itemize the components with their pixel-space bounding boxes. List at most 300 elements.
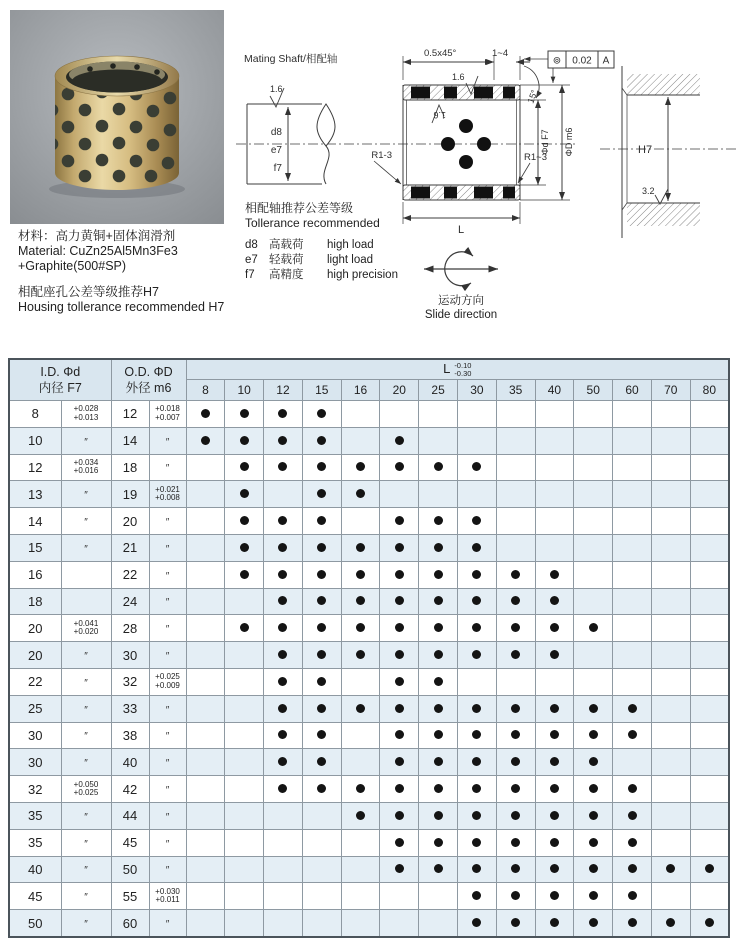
availability-dot: [317, 489, 326, 498]
id-cell: 32: [9, 776, 61, 803]
length-cell: [341, 454, 380, 481]
availability-dot: [628, 864, 637, 873]
length-cell: [535, 481, 574, 508]
length-cell: [419, 856, 458, 883]
length-cell: [225, 668, 264, 695]
length-cell: [341, 722, 380, 749]
surface-finish-icon: [655, 189, 668, 204]
availability-dot: [628, 704, 637, 713]
length-cell: [690, 776, 729, 803]
availability-dot: [511, 891, 520, 900]
availability-dot: [589, 784, 598, 793]
length-cell: [574, 668, 613, 695]
length-cell: [419, 561, 458, 588]
length-cell: [613, 401, 652, 428]
length-cell: [496, 481, 535, 508]
availability-dot: [472, 516, 481, 525]
material-cn: 材料：高力黄铜+固体润滑剂: [18, 229, 176, 243]
length-cell: [651, 802, 690, 829]
availability-dot: [317, 677, 326, 686]
availability-dot: [395, 811, 404, 820]
availability-dot: [395, 838, 404, 847]
length-cell: [419, 776, 458, 803]
table-row: [9, 856, 729, 883]
id-cell: 22: [9, 668, 61, 695]
availability-dot: [511, 784, 520, 793]
id-cell: 18: [9, 588, 61, 615]
length-cell: [341, 481, 380, 508]
availability-dot: [589, 757, 598, 766]
availability-dot: [589, 918, 598, 927]
availability-dot: [434, 757, 443, 766]
length-col-header: 70: [651, 380, 690, 401]
length-cell: [264, 749, 303, 776]
length-cell: [574, 588, 613, 615]
length-cell: [186, 588, 225, 615]
length-cell: [496, 776, 535, 803]
length-cell: [341, 749, 380, 776]
availability-dot: [356, 811, 365, 820]
length-cell: [574, 883, 613, 910]
od-tol-cell: ″: [149, 561, 186, 588]
length-cell: [457, 695, 496, 722]
length-cell: [613, 776, 652, 803]
length-cell: [302, 776, 341, 803]
roughness-inner: 1.6: [433, 110, 446, 120]
length-cell: [574, 910, 613, 937]
length-cell: [225, 427, 264, 454]
length-cell: [341, 615, 380, 642]
length-cell: [380, 883, 419, 910]
length-cell: [302, 749, 341, 776]
length-cell: [186, 401, 225, 428]
length-cell: [535, 883, 574, 910]
length-cell: [457, 454, 496, 481]
id-tol-cell: ″: [61, 910, 111, 937]
length-cell: [535, 856, 574, 883]
id-tol-cell: ″: [61, 883, 111, 910]
od-cell: 18: [111, 454, 149, 481]
length-cell: [535, 588, 574, 615]
od-tol-cell: ″: [149, 508, 186, 535]
table-row: [9, 481, 729, 508]
length-cell: [690, 642, 729, 669]
availability-dot: [278, 570, 287, 579]
availability-dot: [395, 462, 404, 471]
od-cell: 32: [111, 668, 149, 695]
availability-dot: [317, 543, 326, 552]
length-cell: [457, 883, 496, 910]
availability-dot: [628, 918, 637, 927]
length-cell: [690, 910, 729, 937]
id-cell: 50: [9, 910, 61, 937]
grade-code: e7: [245, 254, 258, 266]
length-cell: [457, 776, 496, 803]
length-cell: [496, 615, 535, 642]
length-cell: [457, 910, 496, 937]
od-header: [111, 359, 186, 401]
length-cell: [186, 427, 225, 454]
housing-roughness: 3.2: [642, 186, 655, 196]
availability-dot: [317, 596, 326, 605]
length-cell: [574, 802, 613, 829]
od-cell: 14: [111, 427, 149, 454]
length-cell: [496, 749, 535, 776]
availability-dot: [278, 650, 287, 659]
availability-dot: [550, 730, 559, 739]
od-tol-cell: ″: [149, 615, 186, 642]
availability-dot: [589, 704, 598, 713]
availability-dot: [395, 730, 404, 739]
length-cell: [302, 615, 341, 642]
length-cell: [535, 401, 574, 428]
length-cell: [574, 481, 613, 508]
size-table: [8, 358, 730, 938]
table-row: [9, 802, 729, 829]
shaft-dim-f7: f7: [273, 163, 282, 174]
id-tol-cell: +0.034 +0.016: [61, 454, 111, 481]
length-col-header: 12: [264, 380, 303, 401]
length-cell: [225, 722, 264, 749]
availability-dot: [278, 757, 287, 766]
length-cell: [264, 802, 303, 829]
availability-dot: [395, 650, 404, 659]
availability-dot: [550, 838, 559, 847]
length-cell: [264, 508, 303, 535]
length-tol-upper: -0.10: [454, 360, 472, 370]
length-cell: [341, 910, 380, 937]
length-cell: [264, 534, 303, 561]
availability-dot: [317, 757, 326, 766]
availability-dot: [434, 462, 443, 471]
length-cell: [380, 668, 419, 695]
id-cell: 35: [9, 802, 61, 829]
od-cell: 22: [111, 561, 149, 588]
od-cell: 40: [111, 749, 149, 776]
availability-dot: [278, 516, 287, 525]
table-row: [9, 829, 729, 856]
availability-dot: [434, 704, 443, 713]
table-row: [9, 776, 729, 803]
availability-dot: [395, 543, 404, 552]
length-cell: [457, 829, 496, 856]
length-cell: [496, 534, 535, 561]
availability-dot: [511, 757, 520, 766]
od-tol-cell: ″: [149, 588, 186, 615]
availability-dot: [472, 730, 481, 739]
length-cell: [225, 695, 264, 722]
availability-dot: [550, 757, 559, 766]
availability-dot: [356, 543, 365, 552]
radius-left-label: R1-3: [371, 150, 392, 161]
length-cell: [341, 668, 380, 695]
length-cell: [574, 776, 613, 803]
length-cell: [419, 910, 458, 937]
length-cell: [535, 695, 574, 722]
availability-dot: [278, 784, 287, 793]
length-cell: [496, 427, 535, 454]
length-cell: [613, 427, 652, 454]
availability-dot: [628, 730, 637, 739]
length-cell: [419, 802, 458, 829]
material-block: [18, 229, 224, 315]
length-cell: [574, 642, 613, 669]
length-cell: [302, 481, 341, 508]
length-cell: [651, 668, 690, 695]
length-cell: [457, 642, 496, 669]
length-cell: [613, 910, 652, 937]
id-tol-cell: ″: [61, 856, 111, 883]
length-col-header: 8: [186, 380, 225, 401]
availability-dot: [240, 623, 249, 632]
length-cell: [690, 534, 729, 561]
grade-cn: 高载荷: [269, 239, 304, 251]
length-cell: [264, 615, 303, 642]
length-cell: [302, 454, 341, 481]
od-cell: 12: [111, 401, 149, 428]
availability-dot: [395, 596, 404, 605]
availability-dot: [317, 436, 326, 445]
availability-dot: [550, 811, 559, 820]
length-cell: [341, 695, 380, 722]
length-dim-label: L: [457, 224, 465, 236]
length-cell: [535, 802, 574, 829]
table-row: [9, 910, 729, 937]
length-cell: [496, 508, 535, 535]
length-cell: [225, 454, 264, 481]
housing-drawing: [600, 66, 737, 238]
availability-dot: [511, 650, 520, 659]
od-cell: 28: [111, 615, 149, 642]
availability-dot: [240, 436, 249, 445]
length-cell: [225, 883, 264, 910]
od-cell: 55: [111, 883, 149, 910]
length-cell: [651, 749, 690, 776]
size-table-body: [9, 401, 729, 937]
gdt-datum: A: [602, 55, 610, 67]
length-cell: [496, 588, 535, 615]
id-cell: 40: [9, 856, 61, 883]
length-cell: [496, 856, 535, 883]
length-cell: [690, 454, 729, 481]
length-cell: [419, 695, 458, 722]
od-tol-cell: +0.018 +0.007: [149, 401, 186, 428]
availability-dot: [472, 650, 481, 659]
length-cell: [535, 722, 574, 749]
grade-en: light load: [327, 254, 374, 266]
od-cell: 42: [111, 776, 149, 803]
length-cell: [186, 749, 225, 776]
id-cell: 10: [9, 427, 61, 454]
grade-code: d8: [245, 239, 258, 251]
availability-dot: [317, 730, 326, 739]
availability-dot: [550, 570, 559, 579]
length-cell: [225, 749, 264, 776]
availability-dot: [395, 864, 404, 873]
length-cell: [613, 829, 652, 856]
table-row: [9, 561, 729, 588]
od-tol-cell: ″: [149, 427, 186, 454]
length-cell: [186, 508, 225, 535]
length-cell: [341, 829, 380, 856]
length-cell: [186, 776, 225, 803]
length-cell: [651, 829, 690, 856]
grade-row: [245, 268, 398, 283]
length-cell: [457, 561, 496, 588]
table-row: [9, 695, 729, 722]
shaft-dim-d8: d8: [270, 127, 282, 138]
length-col-header: 20: [380, 380, 419, 401]
availability-dot: [511, 918, 520, 927]
length-col-header: 15: [302, 380, 341, 401]
length-cell: [264, 454, 303, 481]
length-cell: [264, 722, 303, 749]
length-cell: [535, 642, 574, 669]
availability-dot: [434, 596, 443, 605]
length-cell: [690, 829, 729, 856]
availability-dot: [511, 838, 520, 847]
length-cell: [341, 856, 380, 883]
length-cell: [419, 722, 458, 749]
length-cell: [613, 668, 652, 695]
id-tol-cell: +0.050 +0.025: [61, 776, 111, 803]
length-cell: [264, 427, 303, 454]
length-cell: [651, 776, 690, 803]
shaft-title: Mating Shaft/相配轴: [244, 53, 338, 65]
length-cell: [380, 588, 419, 615]
length-cell: [574, 454, 613, 481]
length-cell: [496, 642, 535, 669]
length-cell: [264, 883, 303, 910]
availability-dot: [434, 650, 443, 659]
length-cell: [574, 749, 613, 776]
chamfer-label: 0.5x45°: [424, 48, 457, 59]
length-cell: [341, 588, 380, 615]
length-col-header: 50: [574, 380, 613, 401]
shaft-tolerance-block: [245, 201, 398, 283]
grade-list: [245, 238, 398, 283]
length-cell: [186, 722, 225, 749]
length-tol-lower: -0.30: [454, 368, 472, 378]
length-cell: [613, 534, 652, 561]
od-cell: 45: [111, 829, 149, 856]
length-cell: [457, 722, 496, 749]
availability-dot: [589, 811, 598, 820]
length-cell: [419, 534, 458, 561]
length-cell: [574, 856, 613, 883]
availability-dot: [278, 436, 287, 445]
availability-dot: [550, 864, 559, 873]
availability-dot: [472, 891, 481, 900]
length-cell: [535, 615, 574, 642]
availability-dot: [434, 623, 443, 632]
length-cell: [380, 776, 419, 803]
grade-en: high load: [327, 239, 374, 251]
availability-dot: [434, 543, 443, 552]
od-tol-cell: +0.030 +0.011: [149, 883, 186, 910]
length-cell: [380, 481, 419, 508]
length-cell: [380, 642, 419, 669]
availability-dot: [240, 570, 249, 579]
length-col-header: 40: [535, 380, 574, 401]
length-cell: [574, 829, 613, 856]
od-tol-cell: ″: [149, 534, 186, 561]
id-cell: 25: [9, 695, 61, 722]
length-cell: [574, 615, 613, 642]
length-cell: [186, 695, 225, 722]
length-cell: [496, 802, 535, 829]
table-row: [9, 722, 729, 749]
length-cell: [302, 856, 341, 883]
length-cell: [302, 401, 341, 428]
od-cell: 21: [111, 534, 149, 561]
length-cell: [380, 401, 419, 428]
od-cell: 24: [111, 588, 149, 615]
id-tol-cell: ″: [61, 749, 111, 776]
length-cell: [341, 642, 380, 669]
length-cell: [264, 588, 303, 615]
length-cell: [574, 508, 613, 535]
grade-en: high precision: [327, 269, 398, 281]
length-cell: [302, 534, 341, 561]
id-cell: 30: [9, 749, 61, 776]
length-cell: [341, 561, 380, 588]
length-cell: [225, 561, 264, 588]
id-cell: 12: [9, 454, 61, 481]
od-header-bottom: 外径 m6: [125, 381, 172, 395]
length-cell: [341, 776, 380, 803]
length-cell: [496, 829, 535, 856]
availability-dot: [589, 891, 598, 900]
availability-dot: [472, 864, 481, 873]
length-cell: [225, 615, 264, 642]
od-tol-cell: ″: [149, 856, 186, 883]
table-row: [9, 508, 729, 535]
length-cell: [225, 776, 264, 803]
table-row: [9, 615, 729, 642]
length-cell: [651, 695, 690, 722]
table-row: [9, 749, 729, 776]
length-cell: [225, 534, 264, 561]
length-cell: [457, 427, 496, 454]
table-row: [9, 534, 729, 561]
shaft-roughness: 1.6: [270, 84, 283, 94]
availability-dot: [240, 462, 249, 471]
material-en2: +Graphite(500#SP): [18, 259, 127, 273]
length-cell: [419, 508, 458, 535]
length-cell: [264, 910, 303, 937]
length-cell: [264, 401, 303, 428]
length-cell: [574, 561, 613, 588]
od-cell: 20: [111, 508, 149, 535]
id-tol-cell: ″: [61, 695, 111, 722]
availability-dot: [317, 516, 326, 525]
length-col-header: 16: [341, 380, 380, 401]
availability-dot: [201, 409, 210, 418]
length-cell: [186, 910, 225, 937]
availability-dot: [434, 570, 443, 579]
length-cell: [380, 561, 419, 588]
id-tol-cell: ″: [61, 642, 111, 669]
length-cell: [264, 481, 303, 508]
availability-dot: [317, 623, 326, 632]
availability-dot: [472, 811, 481, 820]
grade-row: [245, 238, 398, 253]
id-tol-cell: ″: [61, 802, 111, 829]
availability-dot: [666, 864, 675, 873]
bushing-section-drawing: [374, 51, 614, 224]
availability-dot: [589, 838, 598, 847]
